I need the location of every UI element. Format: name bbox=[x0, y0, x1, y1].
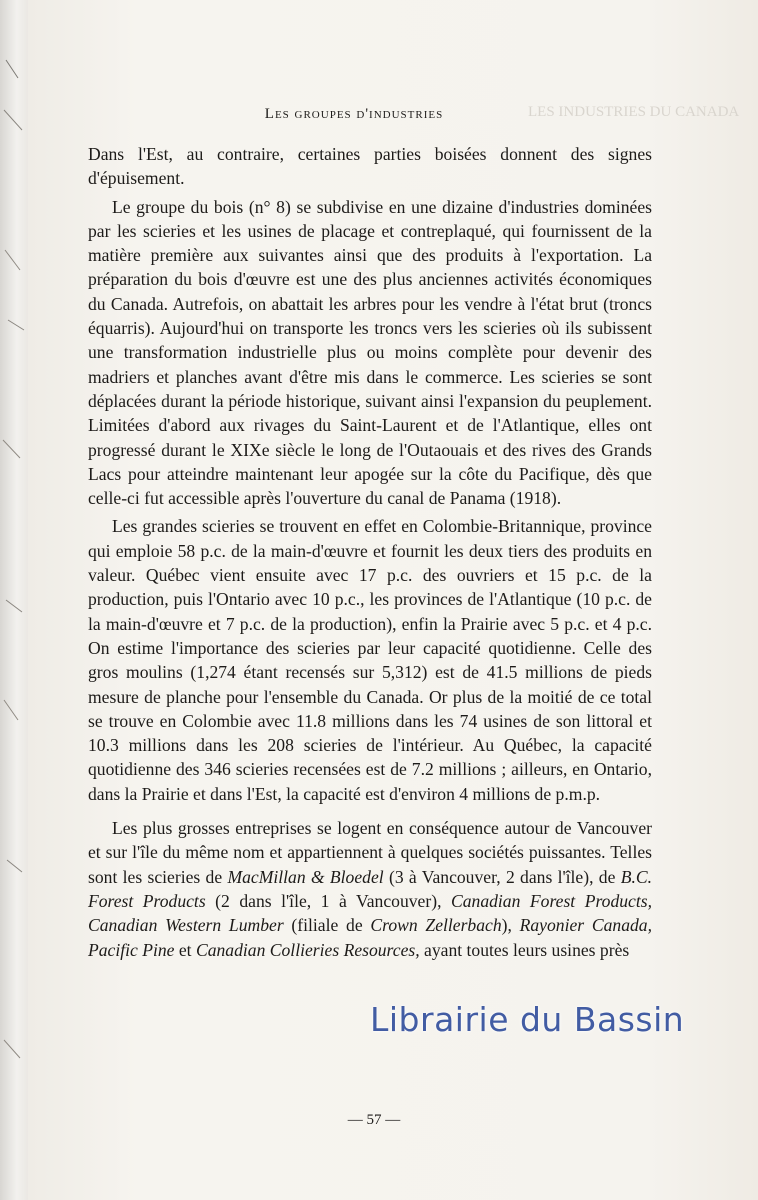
bookseller-watermark: Librairie du Bassin bbox=[370, 1000, 685, 1039]
company-name: B.C. Forest Products bbox=[88, 866, 652, 911]
running-head: Les groupes d'industries bbox=[264, 106, 444, 122]
company-name: Rayonier Canada, Pacific Pine bbox=[88, 915, 652, 960]
page-number: — 57 — bbox=[347, 1112, 401, 1128]
show-through-text: LES INDUSTRIES DU CANADA bbox=[528, 104, 740, 120]
paragraph-3: Les grandes scieries se trouvent en effet en Colombie-Britannique, province qui emploie 58 p.c. de la main-d'œuvre et fournit les deux tiers des produits en valeur. Québec vient ensuite avec 17 p.c. des ouvriers et 15 p.c. de la production, puis l'Ontario avec 10 p.c., les provinces de l'Atlantique (10 p.c. de la main-d'œuvre et 7 p.c. de la production), enfin la Prairie avec 5 p.c. et 4 p.c. On estime l'importance des scieries par leur capacité quotidienne. Celle des gros moulins (1,274 étant recensés sur 5,312) est de 41.5 millions de pieds mesure de planche pour l'ensemble du Canada. Or plus de la moitié de ce total se trouve en Colombie avec 11.8 millions dans les 74 usines de son littoral et 10.3 millions dans les 208 scieries de l'intérieur. Au Québec, la capacité quotidienne des 346 scieries recensées est de 7.2 millions ; ailleurs, en Ontario, dans la Prairie et dans l'Est, la capacité est d'environ 4 millions de p.m.p. bbox=[88, 516, 652, 804]
company-name: Canadian Forest Products, Canadian Western Lumber bbox=[88, 890, 652, 936]
paragraph-4: Les plus grosses entreprises se logent en conséquence autour de Vancouver et sur l'île du même nom et appartiennent à quelques sociétés puissantes. Telles sont les scieries de MacMillan & Bloedel (3 à Vancouver, 2 dans l'île), de B.C. Forest Products (2 dans l'île, 1 à Vancouver), Canadian Forest Products, Canadian Western Lumber (filiale de Crown Zellerbach), Rayonier Canada, Pacific Pine et Canadian Collieries Resources, ayant toutes leurs usines près bbox=[88, 818, 652, 960]
paragraph-1: Dans l'Est, au contraire, certaines parties boisées donnent des signes d'épuisement. bbox=[88, 144, 652, 189]
company-name: Canadian Collieries Resources, bbox=[195, 939, 420, 960]
book-spine bbox=[0, 0, 29, 1200]
company-name: MacMillan & Bloedel bbox=[227, 866, 384, 887]
company-name: Crown Zellerbach bbox=[370, 915, 502, 936]
body-text bbox=[88, 142, 652, 962]
spine-shadow-marks bbox=[0, 0, 28, 1200]
paragraph-2: Le groupe du bois (n° 8) se subdivise en une dizaine d'industries dominées par les scieries et les usines de placage et contreplaqué, qui fournissent de la matière première aux suivantes ainsi que des produits à l'exportation. La préparation du bois d'œuvre est une des plus anciennes activités économiques du Canada. Autrefois, on abattait les arbres pour les vendre à l'état brut (troncs équarris). Aujourd'hui on transporte les troncs vers les scieries où ils subissent une transformation industrielle plus ou moins complète pour devenir des madriers et planches avant d'être mis dans le commerce. Les scieries se sont déplacées durant la période historique, suivant ainsi l'expansion du peuplement. Limitées d'abord aux rivages du Saint-Laurent et de l'Atlantique, elles ont progressé durant le XIXe siècle le long de l'Outaouais et des rives des Grands Lacs pour atteindre maintenant leur apogée sur la côte du Pacifique, dès que celle-ci fut accessible après l'ouverture du canal de Panama (1918). bbox=[88, 196, 652, 509]
